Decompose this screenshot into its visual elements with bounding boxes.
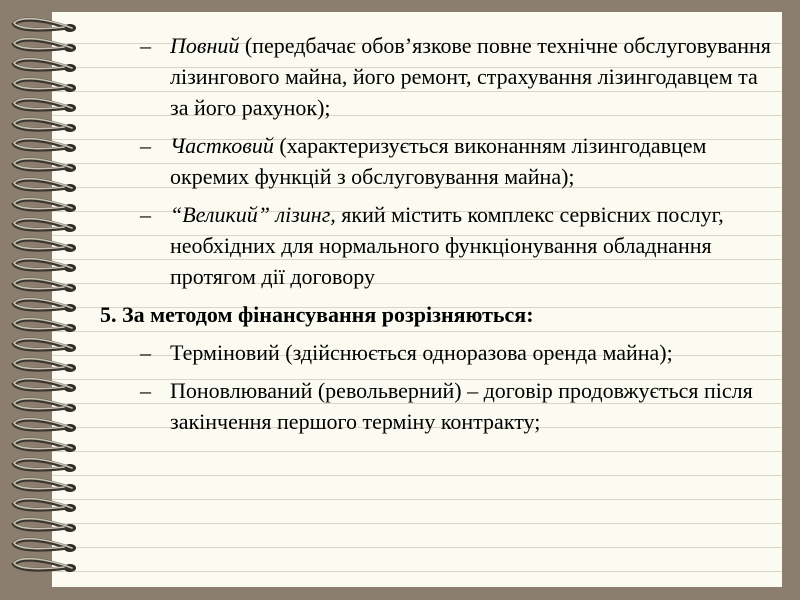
spiral-ring [14, 279, 76, 292]
spiral-ring [14, 479, 76, 492]
spiral-ring [14, 119, 76, 132]
spiral-binding-icon [8, 14, 90, 584]
dash-bullet: – [140, 378, 151, 403]
spiral-ring [14, 379, 76, 392]
spiral-ring [14, 359, 76, 372]
term-full-description: (передбачає обов’язкове повне технічне обслуговування лізингового майна, його ремонт, страхування лізингодавцем та за його рахунок); [170, 33, 771, 120]
spiral-ring [14, 499, 76, 512]
spiral-ring [14, 399, 76, 412]
spiral-ring [14, 459, 76, 472]
spiral-ring [14, 139, 76, 152]
spiral-ring [14, 79, 76, 92]
spiral-ring [14, 179, 76, 192]
spiral-ring [14, 239, 76, 252]
term-fixed-description: Терміновий (здійснюється одноразова оренда майна); [170, 340, 673, 365]
term-big-leasing: “Великий” лізинг, [170, 202, 336, 227]
list-item-revolving [100, 375, 780, 437]
spiral-ring [14, 539, 76, 552]
term-full: Повний [170, 33, 240, 58]
list-item-partial-service [100, 130, 780, 192]
list-item-big-leasing [100, 199, 780, 292]
spiral-ring [14, 299, 76, 312]
spiral-ring [14, 419, 76, 432]
spiral-ring [14, 159, 76, 172]
spiral-ring [14, 99, 76, 112]
list-item-term [100, 337, 780, 368]
spiral-ring [14, 39, 76, 52]
dash-bullet: – [140, 340, 151, 365]
term-partial-description: (характеризується виконанням лізингодавцем окремих функцій з обслуговування майна); [170, 133, 707, 189]
spiral-ring [14, 519, 76, 532]
section-heading: 5. За методом фінансування розрізняються: [100, 302, 534, 327]
dash-bullet: – [140, 33, 151, 58]
dash-bullet: – [140, 133, 151, 158]
spiral-ring [14, 199, 76, 212]
spiral-ring [14, 339, 76, 352]
spiral-ring [14, 219, 76, 232]
spiral-ring [14, 19, 76, 32]
dash-bullet: – [140, 202, 151, 227]
term-partial: Частковий [170, 133, 274, 158]
slide-content [100, 30, 780, 444]
term-big-leasing-description: який містить комплекс сервісних послуг, необхідних для нормального функціонування обладнання протягом дії договору [170, 202, 724, 289]
spiral-ring [14, 439, 76, 452]
spiral-ring [14, 259, 76, 272]
spiral-ring [14, 319, 76, 332]
list-item-full-service [100, 30, 780, 123]
term-revolving-description: Поновлюваний (револьверний) – договір продовжується після закінчення першого терміну контракту; [170, 378, 753, 434]
spiral-ring [14, 59, 76, 72]
spiral-ring [14, 559, 76, 572]
